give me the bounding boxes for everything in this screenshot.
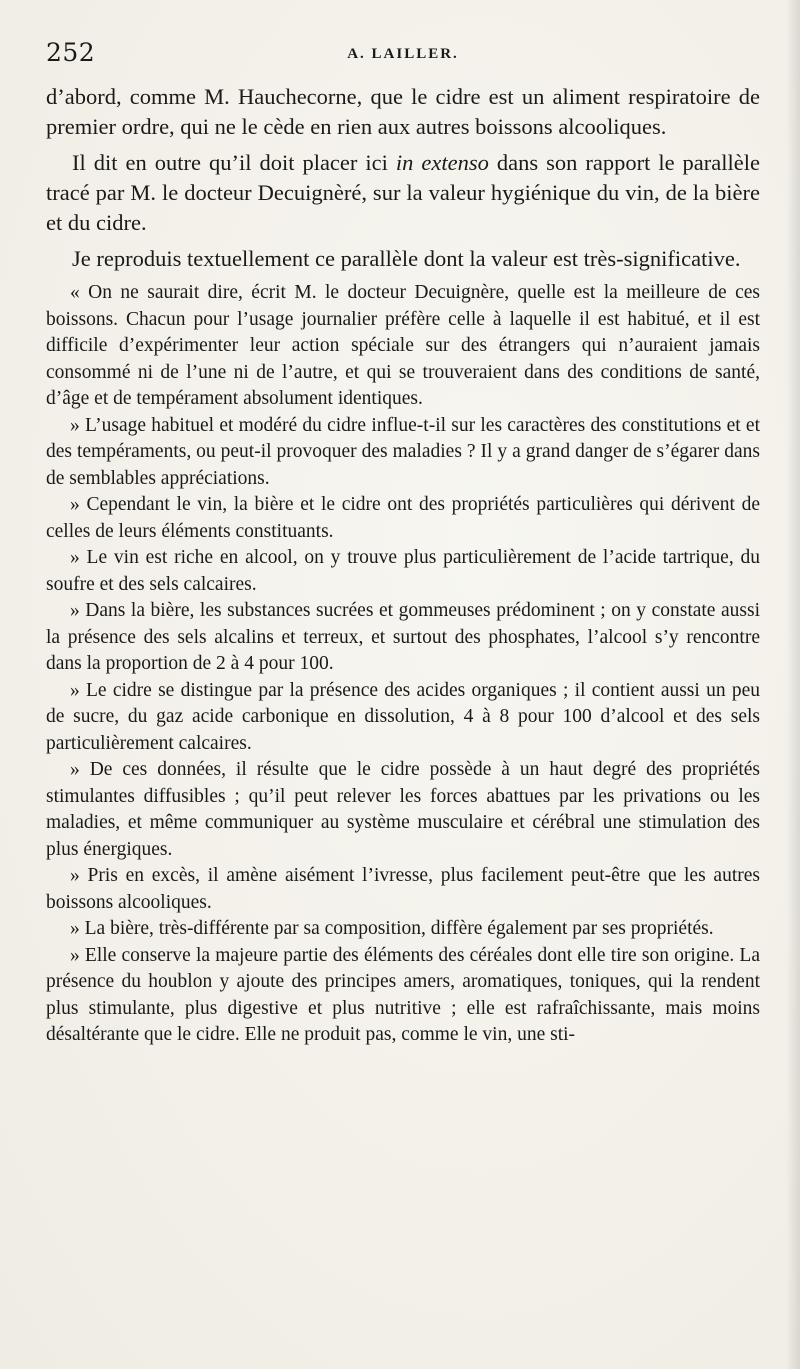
page-header xyxy=(46,38,760,72)
quote-paragraph: » Le cidre se distingue par la présence des acides organiques ; il contient aussi un peu de sucre, du gaz acide carbonique en dissolution, 4 à 8 pour 100 d’alcool et des sels particulièrement calcaires. xyxy=(46,679,760,754)
quote-paragraph: » Elle conserve la majeure partie des éléments des céréales dont elle tire son origine. La présence du houblon y ajoute des principes amers, aromatiques, toniques, qui la rendent plus stimulante, plus digestive et plus nutritive ; elle est rafraîchissante, mais moins désaltérante que le cidre. Elle ne produit pas, comme le vin, une sti- xyxy=(46,944,760,1045)
body-paragraph-2 xyxy=(46,148,760,238)
paragraph-2-text-end: dans son rapport le parallèle tracé par M. le docteur Decuignèré, sur la valeur hygiénique du vin, de la bière et du cidre. xyxy=(46,150,761,235)
quote-paragraph: » La bière, très-différente par sa composition, diffère également par ses propriétés. xyxy=(70,918,714,939)
quote-paragraph: » De ces données, il résulte que le cidre possède à un haut degré des propriétés stimulantes diffusibles ; qu’il peut relever les forces abattues par les privations ou les maladies, et même communiquer au système musculaire et cérébral une stimulation des plus énergiques. xyxy=(46,759,760,860)
quote-paragraph: « On ne saurait dire, écrit M. le docteur Decuignère, quelle est la meilleure de ces boissons. Chacun pour l’usage journalier préfère celle à laquelle il est habitué, et il est difficile d’expérimenter leur action spéciale sur des étrangers qui n’auraient jamais consommé ni de l’une ni de l’autre, et qui se trouveraient dans des conditions de santé, d’âge et de tempérament absolument identiques. xyxy=(46,282,760,409)
body-paragraph-1: d’abord, comme M. Hauchecorne, que le cidre est un aliment respiratoire de premier ordre, qui ne le cède en rien aux autres boissons alcooliques. xyxy=(46,84,760,139)
body-paragraph-3: Je reproduis textuellement ce parallèle dont la valeur est très-significative. xyxy=(72,246,741,271)
quote-paragraph: » Le vin est riche en alcool, on y trouve plus particulièrement de l’acide tartrique, du soufre et des sels calcaires. xyxy=(46,547,760,595)
quote-paragraph: » Dans la bière, les substances sucrées et gommeuses prédominent ; on y constate aussi la présence des sels alcalins et terreux, et surtout des phosphates, l’alcool s’y rencontre dans la proportion de 2 à 4 pour 100. xyxy=(46,600,760,674)
running-head: A. LAILLER. xyxy=(347,46,459,62)
quote-paragraph: » Pris en excès, il amène aisément l’ivresse, plus facilement peut-être que les autres boissons alcooliques. xyxy=(46,865,760,913)
quote-paragraph: » L’usage habituel et modéré du cidre influe-t-il sur les caractères des constitutions et et des tempéraments, ou peut-il provoquer des maladies ? Il y a grand danger de s’égarer dans de semblables appréciations. xyxy=(46,414,760,489)
italic-phrase: in extenso xyxy=(395,150,489,175)
quote-paragraph: » Cependant le vin, la bière et le cidre ont des propriétés particulières qui dérivent de celles de leurs éléments constituants. xyxy=(46,494,760,542)
page-number: 252 xyxy=(46,38,96,67)
paragraph-2-text-start: Il dit en outre qu’il doit placer ici xyxy=(72,150,396,175)
quoted-parallel xyxy=(46,280,760,1049)
